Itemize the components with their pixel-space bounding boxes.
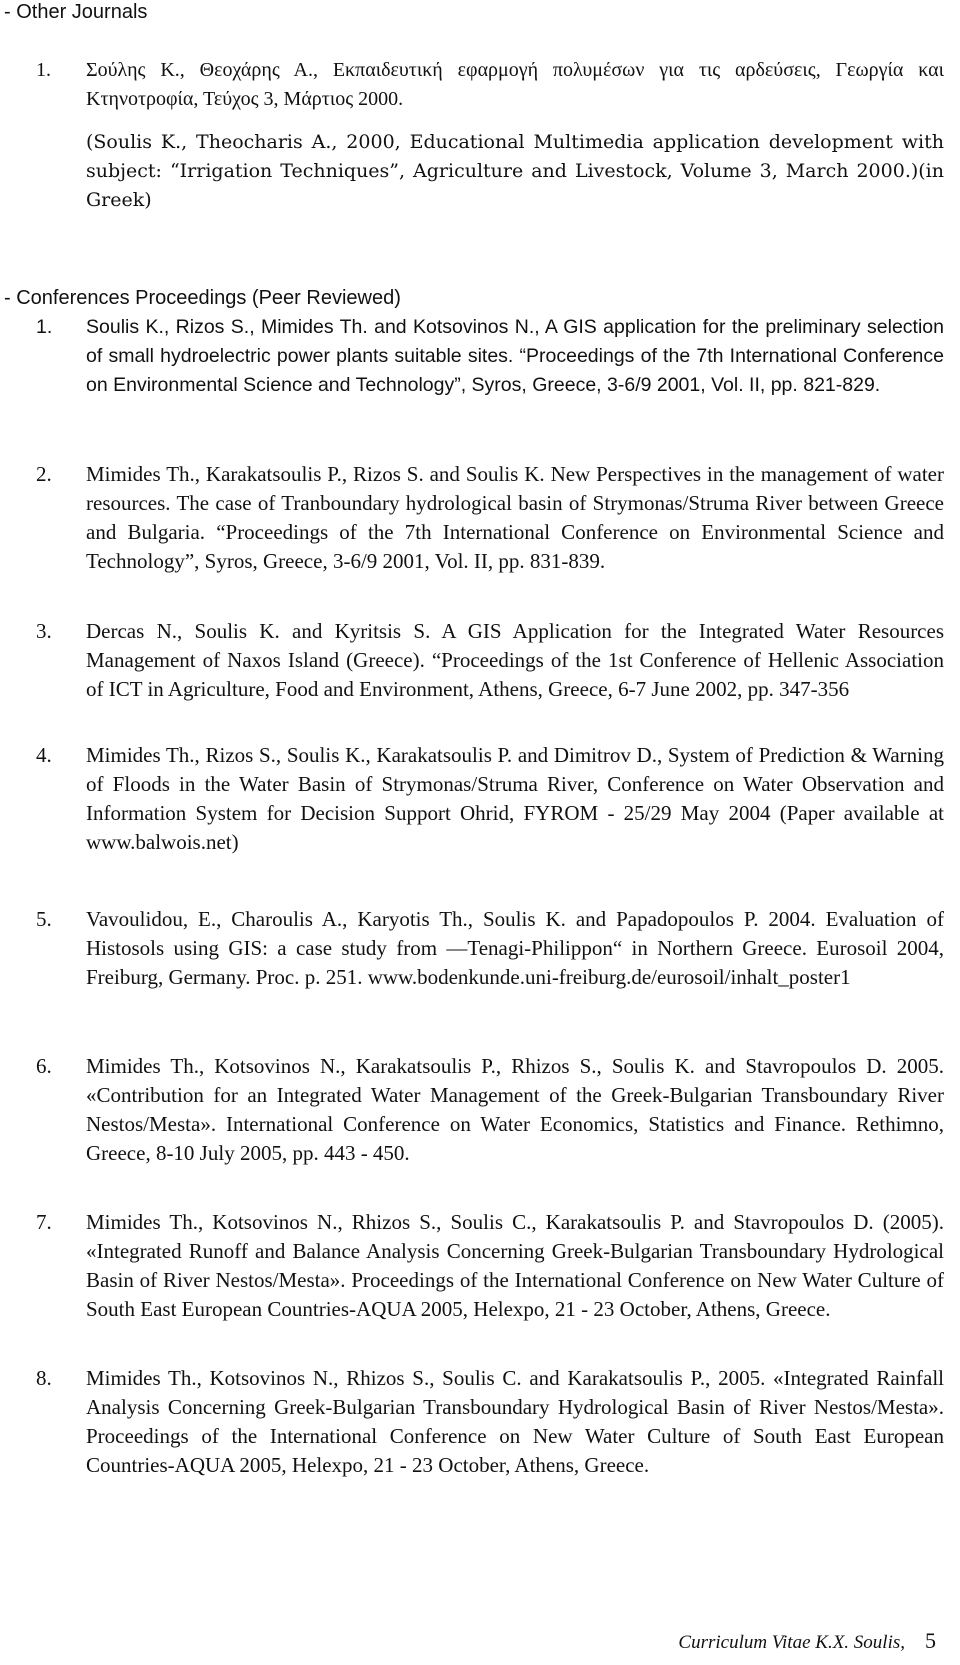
conference-entry-8 [36, 1364, 944, 1480]
entry-number: 6. [36, 1054, 52, 1078]
entry-number: 3. [36, 619, 52, 643]
conference-entry-2 [36, 460, 944, 576]
entry-number: 1. [36, 59, 51, 81]
entry-text: Mimides Th., Rizos S., Soulis K., Karakatsoulis P. and Dimitrov D., System of Prediction & Warning of Floods in the Water Basin of Strymonas/Struma River, Conference on Water Observation and Information System for Decision Support Ohrid, FYROM - 25/29 May 2004 (Paper available at www.balwois.net) [86, 743, 944, 854]
entry-text: Mimides Th., Karakatsoulis P., Rizos S. and Soulis K. New Perspectives in the management of water resources. The case of Tranboundary hydrological basin of Strymonas/Struma River between Greece and Bulgaria. “Proceedings of the 7th International Conference on Environmental Science and Technology”, Syros, Greece, 3-6/9 2001, Vol. II, pp. 831-839. [86, 462, 944, 573]
entry-number: 2. [36, 462, 52, 486]
conference-entry-6 [36, 1052, 944, 1168]
conference-entry-3 [36, 617, 944, 704]
conference-entry-4 [36, 741, 944, 857]
conference-entry-5 [36, 905, 944, 992]
section-heading-conferences: - Conferences Proceedings (Peer Reviewed) [4, 287, 401, 309]
entry-text: Soulis K., Rizos S., Mimides Th. and Kotsovinos N., A GIS application for the preliminary selection of small hydroelectric power plants suitable sites. “Proceedings of the 7th International Conference on Environmental Science and Technology”, Syros, Greece, 3-6/9 2001, Vol. II, pp. 821-829. [86, 316, 944, 396]
section-heading-other-journals: - Other Journals [4, 1, 148, 23]
entry-text: Vavoulidou, E., Charoulis A., Karyotis Th., Soulis K. and Papadopoulos P. 2004. Evaluation of Histosols using GIS: a case study from ―Tenagi-Philippon“ in Northern Greece. Eurosoil 2004, Freiburg, Germany. Proc. p. 251. www.bodenkunde.uni-freiburg.de/eurosoil/inhalt_poster1 [86, 907, 944, 989]
conference-entry-7 [36, 1208, 944, 1324]
entry-text: Mimides Th., Kotsovinos N., Karakatsoulis P., Rhizos S., Soulis K. and Stavropoulos D. 2005. «Contribution for an Integrated Water Management of the Greek-Bulgarian Transboundary River Nestos/Mesta». International Conference on Water Economics, Statistics and Finance. Rethimno, Greece, 8-10 July 2005, pp. 443 - 450. [86, 1054, 944, 1165]
page-footer [678, 1626, 936, 1657]
entry-text: Mimides Th., Kotsovinos N., Rhizos S., Soulis C., Karakatsoulis P. and Stavropoulos D. (2005). «Integrated Runoff and Balance Analysis Concerning Greek-Bulgarian Transboundary Hydrological Basin of River Nestos/Mesta». Proceedings of the International Conference on New Water Culture of South East European Countries-AQUA 2005, Helexpo, 21 - 23 October, Athens, Greece. [86, 1210, 944, 1321]
entry-text: Dercas N., Soulis K. and Kyritsis S. A GIS Application for the Integrated Water Resources Management of Naxos Island (Greece). “Proceedings of the 1st Conference of Hellenic Association of ICT in Agriculture, Food and Environment, Athens, Greece, 6-7 June 2002, pp. 347-356 [86, 619, 944, 701]
entry-number: 8. [36, 1366, 52, 1390]
entry-text-english: (Soulis K., Theocharis A., 2000, Educational Multimedia application development with subject: “Irrigation Techniques”, Agriculture and Livestock, Volume 3, March 2000.)(in Greek) [86, 131, 944, 211]
entry-text-greek: Σούλης Κ., Θεοχάρης Α., Εκπαιδευτική εφαρμογή πολυμέσων για τις αρδεύσεις, Γεωργία και Κτηνοτροφία, Τεύχος 3, Μάρτιος 2000. [86, 59, 944, 110]
footer-label: Curriculum Vitae K.X. Soulis, [678, 1632, 905, 1653]
entry-number: 4. [36, 743, 52, 767]
journal-entry-1 [36, 56, 944, 114]
entry-text: Mimides Th., Kotsovinos N., Rhizos S., Soulis C. and Karakatsoulis P., 2005. «Integrated Rainfall Analysis Concerning Greek-Bulgarian Transboundary Hydrological Basin of River Nestos/Mesta». Proceedings of the International Conference on New Water Culture of South East European Countries-AQUA 2005, Helexpo, 21 - 23 October, Athens, Greece. [86, 1366, 944, 1477]
entry-number: 1. [36, 316, 53, 338]
entry-number: 5. [36, 907, 52, 931]
conference-entry-1 [36, 313, 944, 400]
page-number: 5 [925, 1628, 936, 1653]
entry-number: 7. [36, 1210, 52, 1234]
